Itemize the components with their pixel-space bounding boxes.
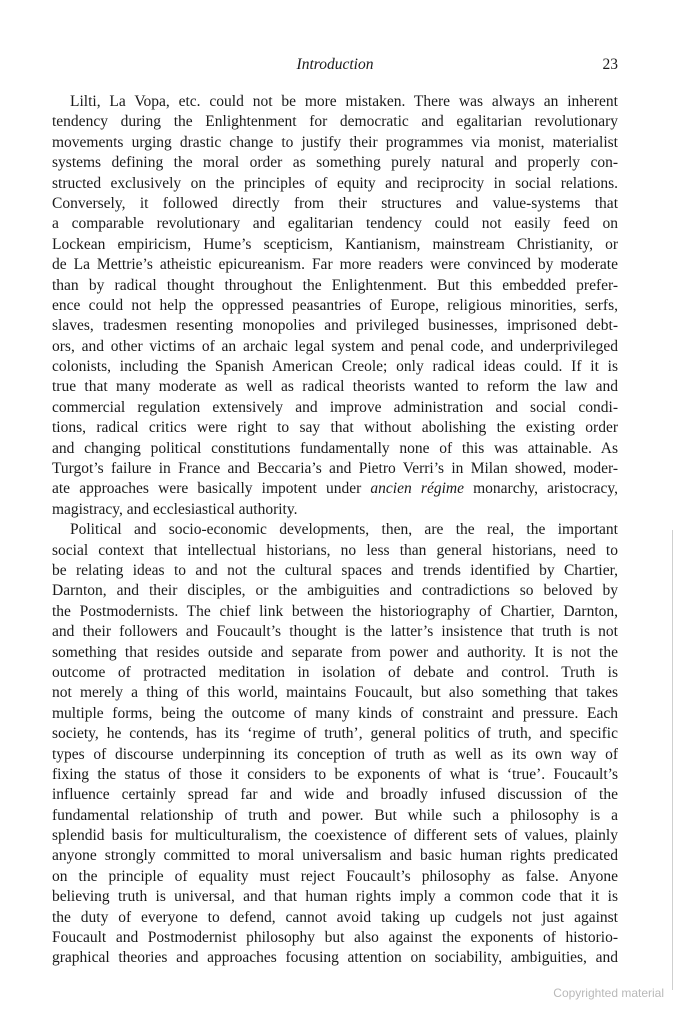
text-line: types of discourse underpinning its conception of truth as well as its own way of: [52, 745, 618, 763]
text-line: believing truth is universal, and that human rights imply a common code that it is: [52, 888, 618, 906]
text-line: structed exclusively on the principles of equity and reciprocity in social relations.: [52, 174, 618, 192]
text-line: fundamental relationship of truth and power. But while such a philosophy is a: [52, 806, 618, 824]
text-line: true that many moderate as well as radical theorists wanted to reform the law and: [52, 378, 618, 396]
text-line: ence could not help the oppressed peasantries of Europe, religious minorities, serfs,: [52, 296, 618, 314]
text-line: social context that intellectual historians, no less than general historians, need to: [52, 541, 618, 559]
text-line: commercial regulation extensively and improve administration and social condi-: [52, 398, 618, 416]
text-line: multiple forms, being the outcome of many kinds of constraint and pressure. Each: [52, 704, 618, 722]
text-line: than by radical thought throughout the Enlightenment. But this embedded prefer-: [52, 276, 618, 294]
text-line: movements urging drastic change to justify their programmes via monist, materialist: [52, 133, 618, 151]
text-line: tendency during the Enlightenment for democratic and egalitarian revolutionary: [52, 113, 618, 131]
text-line: ors, and other victims of an archaic legal system and penal code, and underprivileged: [52, 337, 618, 355]
text-line: a comparable revolutionary and egalitarian tendency could not easily feed on: [52, 215, 618, 233]
text-line: Darnton, and their disciples, or the ambiguities and contradictions so beloved by: [52, 582, 618, 600]
text-line: slaves, tradesmen resenting monopolies and privileged businesses, imprisoned debt-: [52, 317, 618, 335]
text-line: Lockean empiricism, Hume’s scepticism, Kantianism, mainstream Christianity, or: [52, 235, 618, 253]
text-line: anyone strongly committed to moral universalism and basic human rights predicated: [52, 847, 618, 865]
text-line: influence certainly spread far and wide and broadly infused discussion of the: [52, 786, 618, 804]
text-line: society, he contends, has its ‘regime of truth’, general politics of truth, and specific: [52, 725, 618, 743]
text-line: outcome of protracted meditation in isolation of debate and control. Truth is: [52, 663, 618, 681]
text-line: tions, radical critics were right to say that without abolishing the existing order: [52, 419, 618, 437]
text-line: colonists, including the Spanish American Creole; only radical ideas could. If it is: [52, 358, 618, 376]
text-fragment: ate approaches were basically impotent under: [52, 480, 371, 498]
text-line: de La Mettrie’s atheistic epicureanism. Far more readers were convinced by moderate: [52, 256, 618, 274]
text-line: the duty of everyone to defend, cannot avoid taking up cudgels not just against: [52, 908, 618, 926]
copyright-watermark: Copyrighted material: [553, 986, 664, 1000]
text-line: on the principle of equality must reject Foucault’s philosophy as false. Anyone: [52, 867, 618, 885]
text-fragment: monarchy, aristocracy,: [463, 480, 618, 498]
text-line: and changing political constitutions fundamentally none of this was attainable. As: [52, 439, 618, 457]
text-line: Lilti, La Vopa, etc. could not be more mistaken. There was always an inherent: [70, 93, 618, 110]
text-line: Political and socio-economic developments, then, are the real, the important: [70, 521, 618, 539]
text-line: the Postmodernists. The chief link between the historiography of Chartier, Darnton,: [52, 602, 618, 620]
text-line: be relating ideas to and not the cultural spaces and trends identified by Chartier,: [52, 561, 618, 579]
text-line: not merely a thing of this world, maintains Foucault, but also something that takes: [52, 684, 618, 702]
text-line: [52, 479, 618, 499]
text-line: Conversely, it followed directly from their structures and value-systems that: [52, 194, 618, 212]
text-line: systems defining the moral order as something purely natural and properly con-: [52, 154, 618, 172]
body-text: [52, 92, 618, 969]
italic-term: ancien régime: [370, 480, 464, 498]
page-number: 23: [602, 56, 618, 73]
text-line: graphical theories and approaches focusing attention on sociability, ambiguities, and: [52, 949, 618, 967]
chapter-title: Introduction: [296, 56, 374, 73]
text-line: Foucault and Postmodernist philosophy but also against the exponents of historio-: [52, 929, 618, 947]
text-line: and their followers and Foucault’s thought is the latter’s insistence that truth is not: [52, 623, 618, 641]
text-line: magistracy, and ecclesiastical authority.: [52, 500, 298, 518]
text-line: fixing the status of those it considers to be exponents of what is ‘true’. Foucault’s: [52, 765, 618, 783]
text-line: splendid basis for multiculturalism, the coexistence of different sets of values, plainly: [52, 827, 618, 845]
text-line: Turgot’s failure in France and Beccaria’s and Pietro Verri’s in Milan showed, moder-: [52, 460, 618, 478]
page-edge-divider: [672, 530, 673, 990]
text-line: something that resides outside and separate from power and authority. It is not the: [52, 643, 618, 661]
running-head: [52, 56, 618, 78]
